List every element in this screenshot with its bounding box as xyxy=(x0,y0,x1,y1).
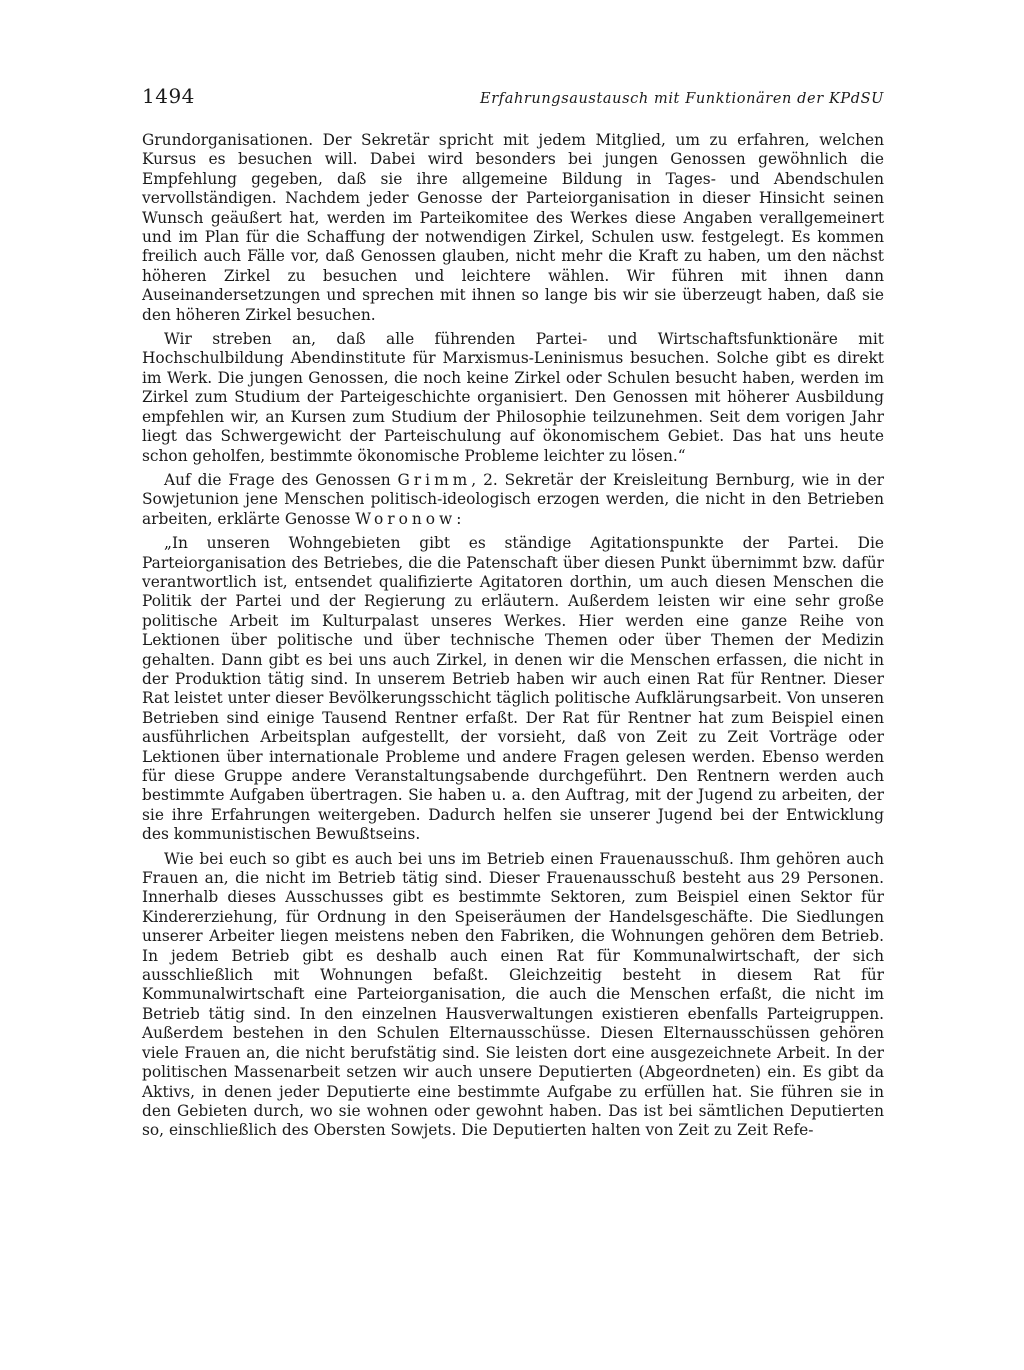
paragraph-3-end: : xyxy=(456,509,462,528)
page-header xyxy=(142,84,884,108)
page-number: 1494 xyxy=(142,84,195,108)
paragraph-1: Grundorganisationen. Der Sekretär spricht mit jedem Mitglied, um zu erfahren, welchen Kursus es besuchen will. Dabei wird besonders bei jungen Genossen gewöhnlich die Empfehlung gegeben, daß sie ihre allgemeine Bildung in Tages- und Abendschulen vervollständigen. Nachdem jeder Genosse der Parteiorganisation in dieser Hinsicht seinen Wunsch geäußert hat, werden im Parteikomitee des Werkes diese Angaben verallgemeinert und im Plan für die Schaffung der notwendigen Zirkel, Schulen usw. festgelegt. Es kommen freilich auch Fälle vor, daß Genossen glauben, nicht mehr die Kraft zu haben, um den nächst höheren Zirkel zu besuchen und leichtere wählen. Wir führen mit ihnen dann Auseinandersetzungen und sprechen mit ihnen so lange bis wir sie überzeugt haben, daß sie den höheren Zirkel besuchen. xyxy=(142,131,884,324)
paragraph-3 xyxy=(142,471,884,529)
paragraph-4: „In unseren Wohngebieten gibt es ständige Agitationspunkte der Partei. Die Parteiorganisation des Betriebes, die die Patenschaft über diesen Punkt übernimmt bzw. dafür verantwortlich ist, entsendet qualifizierte Agitatoren dorthin, um auch diesen Menschen die Politik der Partei und der Regierung zu erläutern. Außerdem leisten wir eine sehr große politische Arbeit im Kulturpalast unseres Werkes. Hier werden eine ganze Reihe von Lektionen über politische und über technische Themen oder über Themen der Medizin gehalten. Dann gibt es bei uns auch Zirkel, in denen wir die Menschen erfassen, die nicht in der Produktion tätig sind. In unserem Betrieb haben wir auch einen Rat für Rentner. Dieser Rat leistet unter dieser Bevölkerungsschicht täglich politische Aufklärungsarbeit. Von unseren Betrieben sind einige Tausend Rentner erfaßt. Der Rat für Rentner hat zum Beispiel einen ausführlichen Arbeitsplan aufgestellt, der vorsieht, daß von Zeit zu Zeit Vorträge oder Lektionen über internationale Probleme und andere Fragen gelesen werden. Ebenso werden für diese Gruppe andere Veranstaltungsabende durchgeführt. Den Rentnern werden auch bestimmte Aufgaben übertragen. Sie haben u. a. den Auftrag, mit der Jugend zu arbeiten, der sie ihre Erfahrungen weitergeben. Dadurch helfen sie unserer Jugend bei der Entwicklung des kommunistischen Bewußtseins. xyxy=(142,534,884,844)
speaker-name-woronow: Woronow xyxy=(355,509,457,528)
running-head: Erfahrungsaustausch mit Funktionären der KPdSU xyxy=(480,91,884,107)
paragraph-3-intro: Auf die Frage des Genossen xyxy=(164,470,398,489)
speaker-name-grimm: Grimm xyxy=(397,470,472,489)
paragraph-3-middle: , 2. Sekretär der Kreisleitung Bernburg, wie in der Sowjetunion jene Menschen politisch-ideologisch erzogen werden, die nicht in den Betrieben arbeiten, erklärte Genosse xyxy=(142,470,885,528)
paragraph-5: Wie bei euch so gibt es auch bei uns im Betrieb einen Frauenausschuß. Ihm gehören auch Frauen an, die nicht im Betrieb tätig sind. Dieser Frauenausschuß besteht aus 29 Personen. Innerhalb dieses Ausschusses gibt es bestimmte Sektoren, zum Beispiel einen Sektor für Kindererziehung, für Ordnung in den Speiseräumen der Handelsgeschäfte. Die Siedlungen unserer Arbeiter liegen meistens neben den Fabriken, die Wohnungen gehören dem Betrieb. In jedem Betrieb gibt es deshalb auch einen Rat für Kommunalwirtschaft, der sich ausschließlich mit Wohnungen befaßt. Gleichzeitig besteht in diesem Rat für Kommunalwirtschaft eine Parteiorganisation, die auch die Menschen erfaßt, die nicht im Betrieb tätig sind. In den einzelnen Hausverwaltungen existieren ebenfalls Parteigruppen. Außerdem bestehen in den Schulen Elternausschüsse. Diesen Elternausschüssen gehören viele Frauen an, die nicht berufstätig sind. Sie leisten dort eine ausgezeichnete Arbeit. In der politischen Massenarbeit setzen wir auch unsere Deputierten (Abgeordneten) ein. Es gibt da Aktivs, in denen jeder Deputierte eine bestimmte Aufgabe zu erfüllen hat. Sie führen sie in den Gebieten durch, wo sie wohnen oder gewohnt haben. Das ist bei sämtlichen Deputierten so, einschließlich des Obersten Sowjets. Die Deputierten halten von Zeit zu Zeit Refe- xyxy=(142,849,884,1140)
body-text xyxy=(142,131,884,1146)
paragraph-2: Wir streben an, daß alle führenden Partei- und Wirtschaftsfunktionäre mit Hochschulbildung Abendinstitute für Marxismus-Leninismus besuchen. Solche gibt es direkt im Werk. Die jungen Genossen, die noch keine Zirkel oder Schulen besucht haben, werden im Zirkel zum Studium der Parteigeschichte organisiert. Den Genossen mit höherer Ausbildung empfehlen wir, an Kursen zum Studium der Philosophie teilzunehmen. Seit dem vorigen Jahr liegt das Schwergewicht der Parteischulung auf ökonomischem Gebiet. Das hat uns heute schon geholfen, bestimmte ökonomische Probleme leichter zu lösen.“ xyxy=(142,330,884,465)
